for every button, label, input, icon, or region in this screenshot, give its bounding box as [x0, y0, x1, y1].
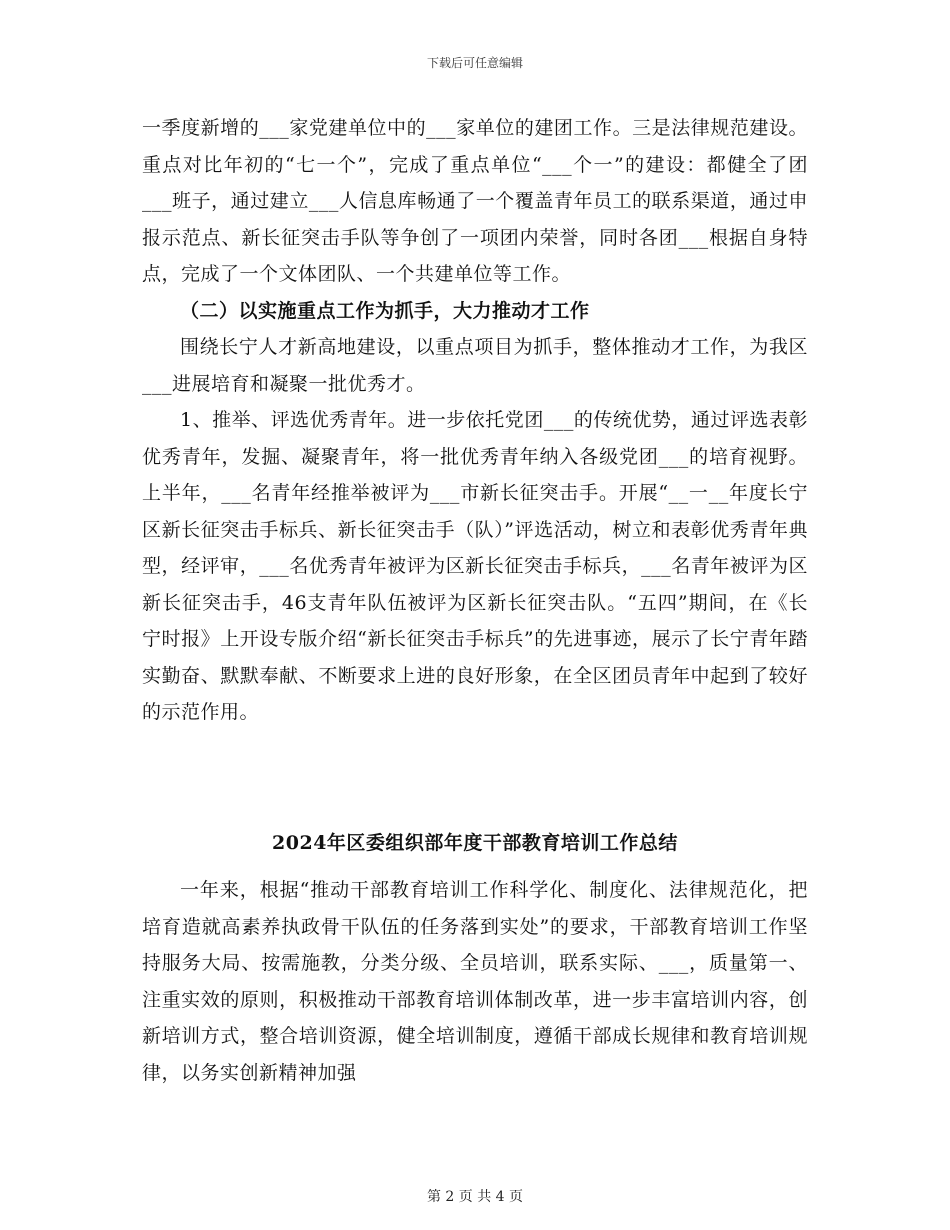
document-title: 2024年区委组织部年度干部教育培训工作总结 [272, 832, 678, 854]
item-1-paragraph: 1、推举、评选优秀青年。进一步依托党团___的传统优势，通过评选表彰优秀青年，发掘、凝聚青年，将一批优秀青年纳入各级党团___的培育视野。上半年，___名青年经推举被评为___市新长征突击手。开展“__一__年度长宁区新长征突击手标兵、新长征突击手（队）”评选活动，树立和表彰优秀青年典型，经评审，___名优秀青年被评为区新长征突击手标兵，___名青年被评为区新长征突击手，46支青年队伍被评为区新长征突击队。“五四”期间，在《长宁时报》上开设专版介绍“新长征突击手标兵”的先进事迹，展示了长宁青年踏实勤奋、默默奉献、不断要求上进的良好形象，在全区团员青年中起到了较好的示范作用。 [142, 409, 808, 723]
section-subheading: （二）以实施重点工作为抓手，大力推动才工作 [180, 299, 590, 322]
section-one-body [142, 110, 808, 731]
document-two-body [142, 872, 808, 1091]
document-two-paragraph: 一年来，根据“推动干部教育培训工作科学化、制度化、法律规范化，把培育造就高素养执政骨干队伍的任务落到实处”的要求，干部教育培训工作坚持服务大局、按需施教，分类分级、全员培训，联系实际、___，质量第一、注重实效的原则，积极推动干部教育培训体制改革，进一步丰富培训内容，创新培训方式，整合培训资源，健全培训制度，遵循干部成长规律和教育培训规律，以务实创新精神加强 [142, 879, 808, 1084]
intro-paragraph: 围绕长宁人才新高地建设，以重点项目为抓手，整体推动才工作，为我区___进展培育和凝聚一批优秀才。 [142, 336, 808, 395]
page-number: 第 2 页 共 4 页 [426, 1189, 524, 1205]
continuation-paragraph: 一季度新增的___家党建单位中的___家单位的建团工作。三是法律规范建设。重点对比年初的“七一个”，完成了重点单位“___个一”的建设：都健全了团___班子，通过建立___人信息库畅通了一个覆盖青年员工的联系渠道，通过申报示范点、新长征突击手队等争创了一项团内荣誉，同时各团___根据自身特点，完成了一个文体团队、一个共建单位等工作。 [142, 117, 808, 285]
page-header: 下载后可任意编辑 [426, 56, 523, 70]
